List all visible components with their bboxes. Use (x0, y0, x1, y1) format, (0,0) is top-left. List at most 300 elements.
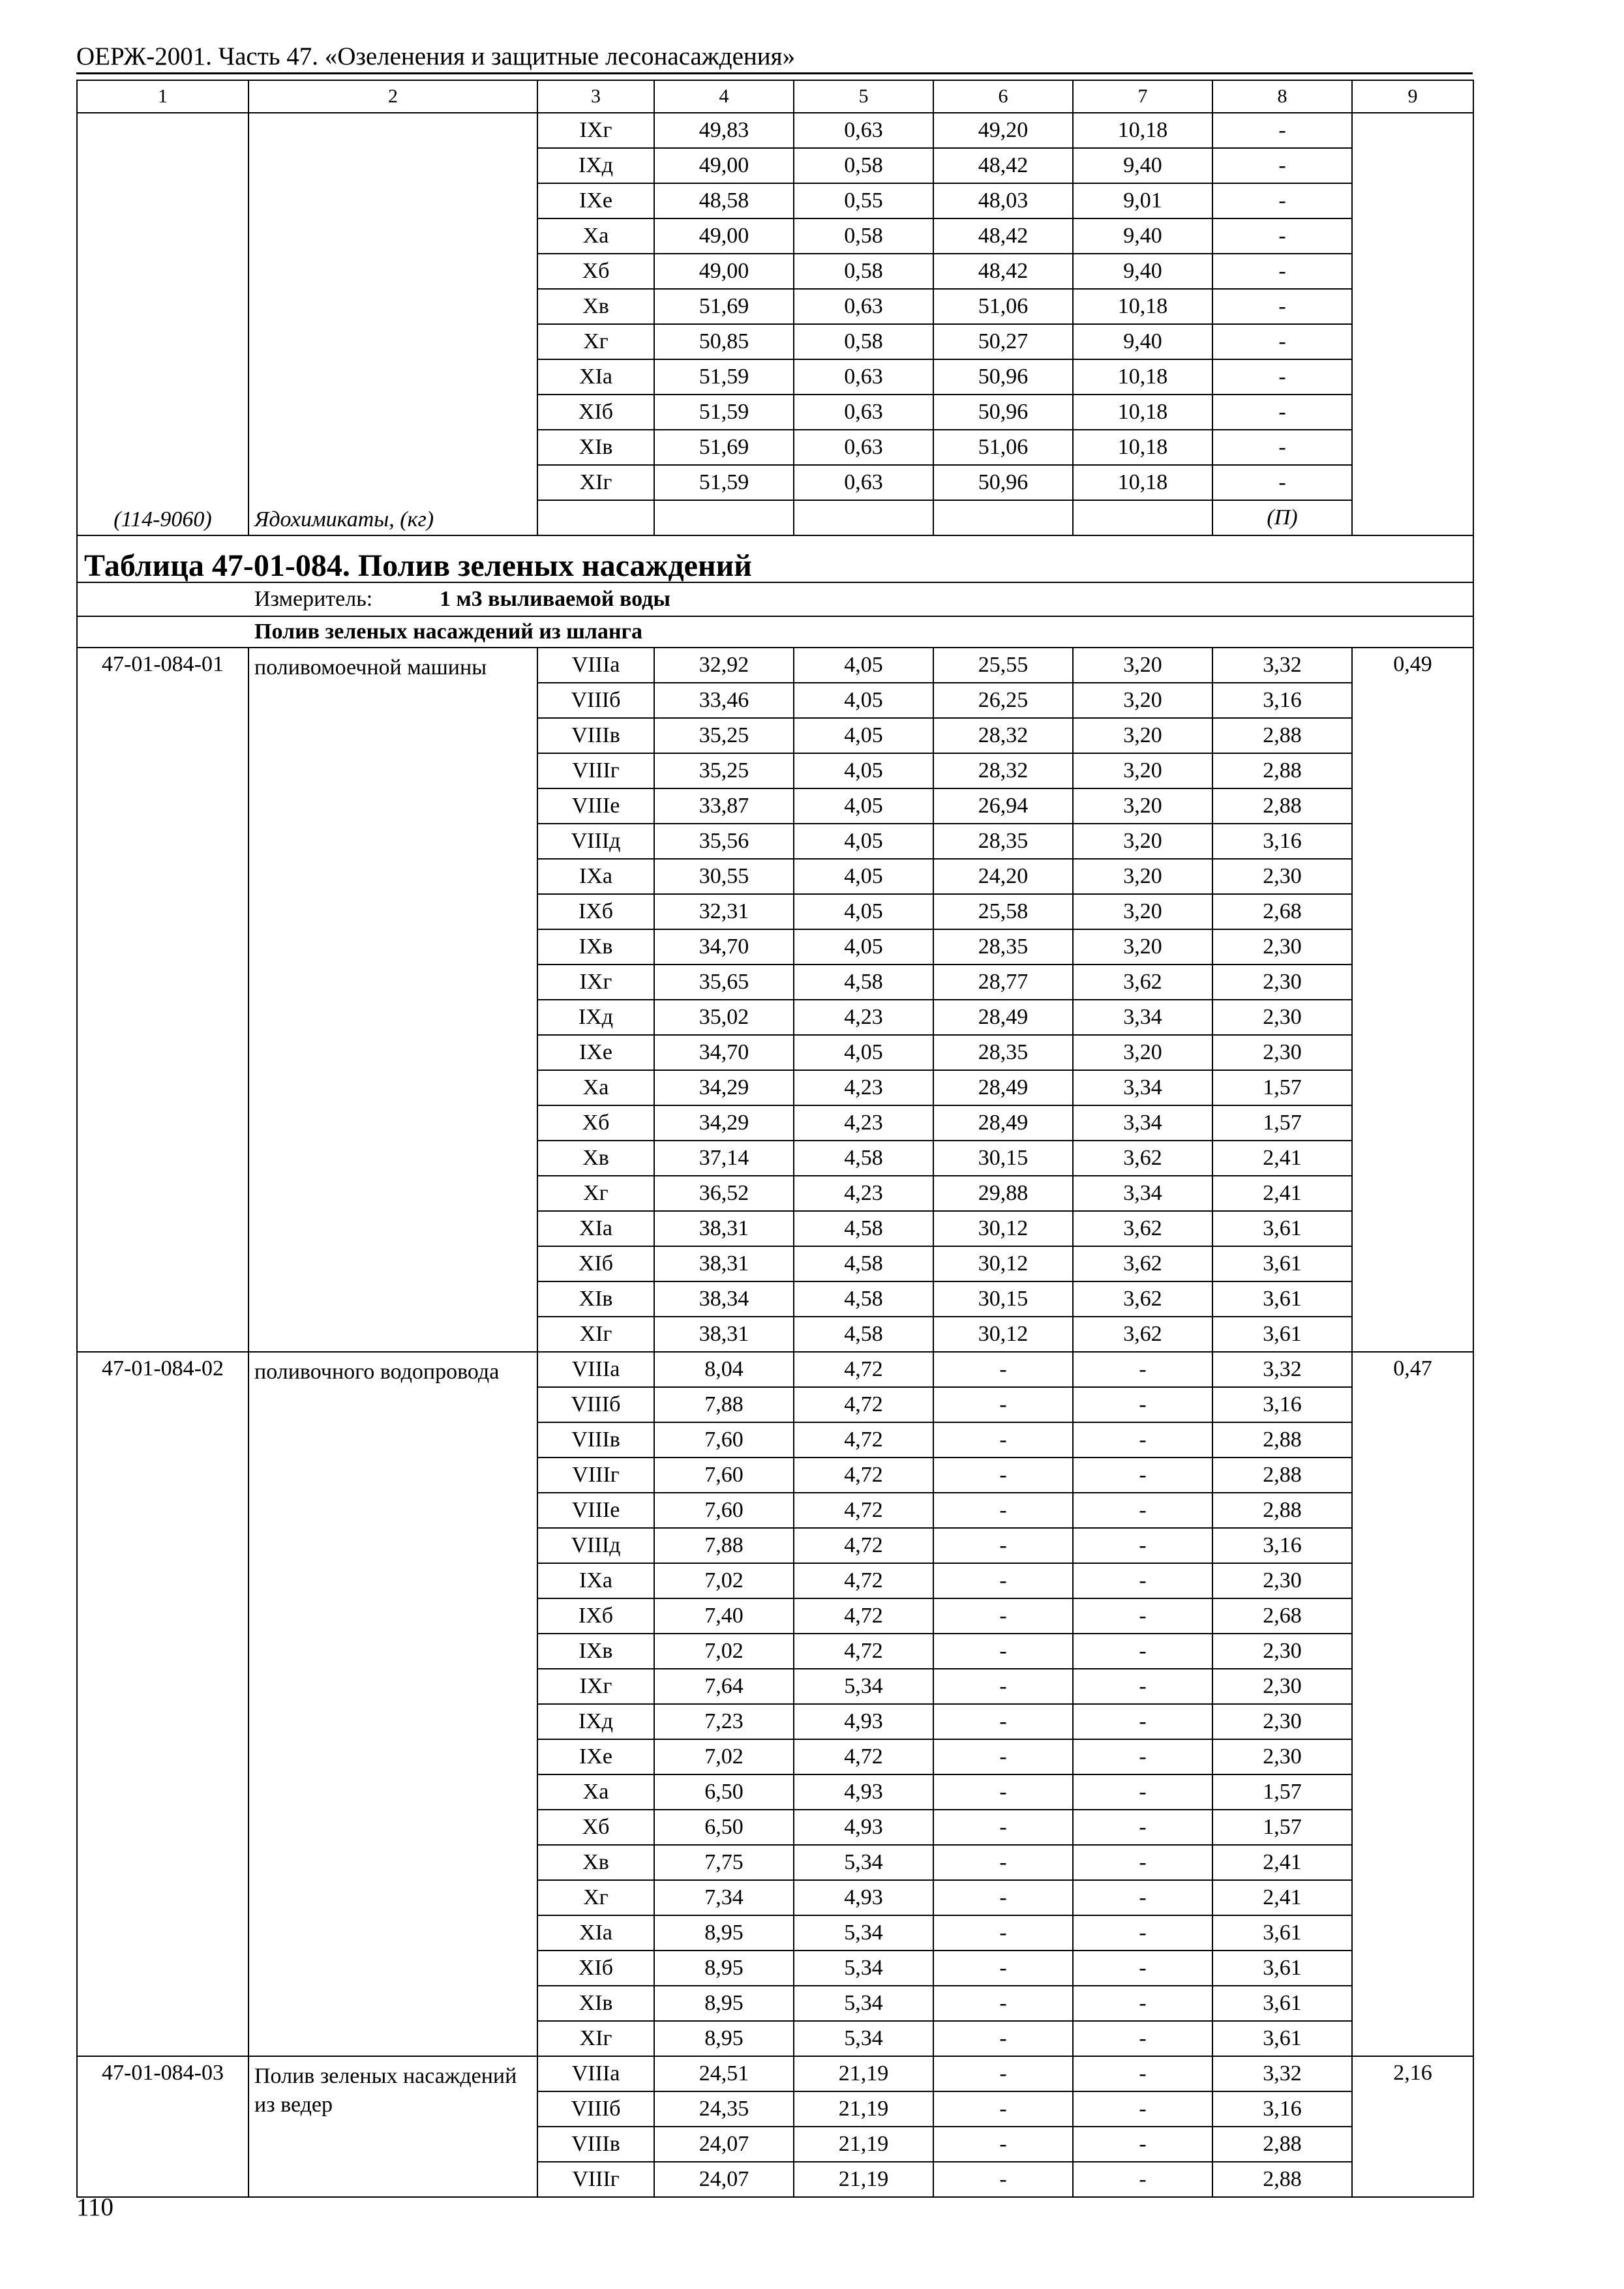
value-col4: 48,58 (654, 183, 794, 218)
zone-cell: VIIIг (537, 753, 654, 788)
value-col7: 10,18 (1073, 113, 1212, 148)
value-col6: 25,55 (933, 648, 1073, 683)
value-col4: 8,95 (654, 2021, 794, 2056)
value-col6: - (933, 1704, 1073, 1739)
value-col4: 50,85 (654, 324, 794, 359)
meter-cell (77, 582, 1473, 616)
value-col8: 2,30 (1212, 1000, 1352, 1035)
value-col7: 9,40 (1073, 324, 1212, 359)
col9-cell-text: 2,16 (1393, 2061, 1432, 2085)
value-col5: 4,72 (794, 1422, 933, 1458)
value-col6: - (933, 1739, 1073, 1774)
value-col7: 9,01 (1073, 183, 1212, 218)
value-col7: 3,34 (1073, 1105, 1212, 1141)
value-col5: 0,58 (794, 324, 933, 359)
value-col4: 7,40 (654, 1598, 794, 1634)
subsection-row (77, 616, 1473, 648)
value-col6: - (933, 1563, 1073, 1598)
value-col6: - (933, 1352, 1073, 1387)
zone-cell: IXв (537, 1634, 654, 1669)
value-col7: - (1073, 1634, 1212, 1669)
value-col5: 5,34 (794, 1915, 933, 1951)
zone-cell: VIIIг (537, 1458, 654, 1493)
empty-cell (537, 500, 654, 535)
col9-cell-text: 0,49 (1393, 652, 1432, 676)
value-col8: 3,61 (1212, 1281, 1352, 1317)
value-col7: 3,20 (1073, 788, 1212, 824)
value-col4: 7,60 (654, 1458, 794, 1493)
value-col4: 7,34 (654, 1880, 794, 1915)
value-col8: 2,30 (1212, 1669, 1352, 1704)
value-col4: 49,00 (654, 254, 794, 289)
value-col7: 3,62 (1073, 1317, 1212, 1352)
zone-cell: IXг (537, 965, 654, 1000)
zone-cell: XIб (537, 395, 654, 430)
value-col7: 3,20 (1073, 753, 1212, 788)
value-col6: 50,96 (933, 395, 1073, 430)
zone-cell: Xа (537, 1774, 654, 1810)
zone-cell: VIIIв (537, 1422, 654, 1458)
section-name-cell (248, 113, 537, 535)
value-col4: 34,70 (654, 1035, 794, 1070)
value-col7: 3,62 (1073, 1246, 1212, 1281)
zone-cell: Xа (537, 218, 654, 254)
value-col7: 10,18 (1073, 395, 1212, 430)
value-col5: 5,34 (794, 1669, 933, 1704)
value-col6: 30,15 (933, 1281, 1073, 1317)
value-col5: 0,63 (794, 465, 933, 500)
value-col5: 4,05 (794, 683, 933, 718)
value-col4: 38,34 (654, 1281, 794, 1317)
value-col6: - (933, 1598, 1073, 1634)
value-col5: 4,72 (794, 1493, 933, 1528)
value-col8: 3,61 (1212, 1211, 1352, 1246)
value-col6: 28,35 (933, 824, 1073, 859)
norm-name-cell-text: поливочного водопровода (254, 1360, 500, 1384)
value-col6: 29,88 (933, 1176, 1073, 1211)
value-col8: 3,32 (1212, 1352, 1352, 1387)
value-col5: 4,58 (794, 1317, 933, 1352)
value-col6: 30,12 (933, 1246, 1073, 1281)
value-col5: 4,72 (794, 1528, 933, 1563)
value-col7: 3,62 (1073, 1211, 1212, 1246)
value-col7: - (1073, 2162, 1212, 2197)
value-col8: 3,61 (1212, 1986, 1352, 2021)
zone-cell: VIIIб (537, 2091, 654, 2127)
value-col7: - (1073, 1739, 1212, 1774)
empty-cell (794, 500, 933, 535)
empty-cell (654, 500, 794, 535)
value-col6: 28,49 (933, 1105, 1073, 1141)
zone-cell: VIIIб (537, 683, 654, 718)
value-col5: 4,58 (794, 1141, 933, 1176)
value-col6: 28,32 (933, 718, 1073, 753)
value-col8: 2,41 (1212, 1845, 1352, 1880)
zone-cell: XIв (537, 1281, 654, 1317)
value-col4: 7,60 (654, 1493, 794, 1528)
value-col5: 0,58 (794, 254, 933, 289)
value-col4: 6,50 (654, 1774, 794, 1810)
norm-code-cell-text: 47-01-084-03 (102, 2061, 224, 2085)
value-col8: 2,88 (1212, 718, 1352, 753)
value-col7: 3,20 (1073, 824, 1212, 859)
value-col7: 10,18 (1073, 430, 1212, 465)
value-col7: - (1073, 2056, 1212, 2091)
value-col8: 2,88 (1212, 2127, 1352, 2162)
norm-name-cell (248, 648, 537, 1352)
value-col6: 30,15 (933, 1141, 1073, 1176)
page-number: 110 (76, 2193, 114, 2221)
zone-cell: VIIIб (537, 1387, 654, 1422)
value-col8: - (1212, 465, 1352, 500)
value-col4: 49,83 (654, 113, 794, 148)
value-col6: 28,49 (933, 1000, 1073, 1035)
value-col7: 3,20 (1073, 718, 1212, 753)
table-row (77, 2056, 1473, 2091)
value-col7: - (1073, 1563, 1212, 1598)
value-col4: 24,07 (654, 2162, 794, 2197)
zone-cell: Xв (537, 1845, 654, 1880)
value-col5: 4,23 (794, 1000, 933, 1035)
zone-cell: VIIIа (537, 1352, 654, 1387)
zone-cell: Xа (537, 1070, 654, 1105)
value-col8: 3,16 (1212, 824, 1352, 859)
zone-cell: IXе (537, 183, 654, 218)
value-col6: - (933, 1458, 1073, 1493)
value-col4: 51,59 (654, 359, 794, 395)
value-col8: - (1212, 254, 1352, 289)
norm-code-cell-text: 47-01-084-02 (102, 1356, 224, 1381)
empty-cell (1073, 500, 1212, 535)
value-col6: - (933, 1493, 1073, 1528)
value-col8: 2,30 (1212, 1563, 1352, 1598)
zone-cell: XIг (537, 465, 654, 500)
value-col6: - (933, 2162, 1073, 2197)
value-col7: 10,18 (1073, 359, 1212, 395)
value-col6: 48,42 (933, 148, 1073, 183)
table-row (77, 648, 1473, 683)
value-col5: 4,93 (794, 1704, 933, 1739)
zone-cell: XIб (537, 1951, 654, 1986)
zone-cell: XIа (537, 359, 654, 395)
value-col5: 4,93 (794, 1810, 933, 1845)
value-col6: 49,20 (933, 113, 1073, 148)
value-col5: 4,05 (794, 929, 933, 965)
value-col7: - (1073, 1845, 1212, 1880)
col9-cell (1352, 2056, 1473, 2197)
value-col4: 38,31 (654, 1317, 794, 1352)
value-col8: 3,61 (1212, 1915, 1352, 1951)
zone-cell: IXа (537, 859, 654, 894)
value-col5: 4,23 (794, 1105, 933, 1141)
table-title-cell (77, 535, 1473, 582)
value-col7: - (1073, 2021, 1212, 2056)
value-col6: 48,42 (933, 254, 1073, 289)
col9-cell (1352, 113, 1473, 535)
value-col6: - (933, 1387, 1073, 1422)
value-col4: 7,60 (654, 1422, 794, 1458)
value-col4: 51,59 (654, 395, 794, 430)
value-col7: - (1073, 1352, 1212, 1387)
value-col7: 3,34 (1073, 1176, 1212, 1211)
zone-cell: XIг (537, 1317, 654, 1352)
value-col4: 7,88 (654, 1528, 794, 1563)
zone-cell: XIв (537, 430, 654, 465)
value-col7: 10,18 (1073, 465, 1212, 500)
value-col6: 28,77 (933, 965, 1073, 1000)
column-number-cell: 5 (794, 80, 933, 113)
zone-cell: IXд (537, 148, 654, 183)
value-col6: 50,96 (933, 359, 1073, 395)
column-number-cell: 2 (248, 80, 537, 113)
zone-cell: VIIIд (537, 1528, 654, 1563)
table-row (77, 113, 1473, 148)
value-col6: - (933, 2127, 1073, 2162)
value-col4: 7,75 (654, 1845, 794, 1880)
value-col6: 28,35 (933, 929, 1073, 965)
value-col6: - (933, 1634, 1073, 1669)
value-col8: - (1212, 289, 1352, 324)
zone-cell: XIа (537, 1915, 654, 1951)
value-col8: 2,88 (1212, 788, 1352, 824)
value-col4: 35,56 (654, 824, 794, 859)
value-col4: 35,25 (654, 753, 794, 788)
value-col5: 4,58 (794, 1246, 933, 1281)
value-col4: 7,02 (654, 1563, 794, 1598)
value-col8: - (1212, 218, 1352, 254)
value-col4: 35,02 (654, 1000, 794, 1035)
value-col5: 4,58 (794, 1281, 933, 1317)
value-col4: 51,69 (654, 289, 794, 324)
value-col4: 33,87 (654, 788, 794, 824)
zone-cell: IXа (537, 1563, 654, 1598)
value-col7: - (1073, 1669, 1212, 1704)
column-number-row (77, 80, 1473, 113)
value-col6: 26,94 (933, 788, 1073, 824)
value-col8: 2,88 (1212, 1493, 1352, 1528)
value-col5: 0,63 (794, 113, 933, 148)
col9-cell (1352, 648, 1473, 1352)
value-col4: 49,00 (654, 218, 794, 254)
value-col5: 0,63 (794, 430, 933, 465)
zone-cell: Xв (537, 1141, 654, 1176)
value-col7: 3,20 (1073, 894, 1212, 929)
zone-cell: IXб (537, 894, 654, 929)
value-col4: 32,92 (654, 648, 794, 683)
value-col5: 4,72 (794, 1598, 933, 1634)
column-number-cell: 3 (537, 80, 654, 113)
value-col7: 9,40 (1073, 254, 1212, 289)
value-col7: - (1073, 1880, 1212, 1915)
zone-cell: VIIIе (537, 1493, 654, 1528)
value-col7: - (1073, 1986, 1212, 2021)
value-col4: 51,59 (654, 465, 794, 500)
value-col7: - (1073, 1704, 1212, 1739)
value-col8: - (1212, 359, 1352, 395)
value-col4: 7,02 (654, 1739, 794, 1774)
value-col6: 48,03 (933, 183, 1073, 218)
value-col8: - (1212, 113, 1352, 148)
value-col8: 2,30 (1212, 1035, 1352, 1070)
meter-label: Измеритель: (254, 587, 373, 611)
value-col7: 3,62 (1073, 965, 1212, 1000)
value-col4: 36,52 (654, 1176, 794, 1211)
value-col6: 28,49 (933, 1070, 1073, 1105)
value-col4: 33,46 (654, 683, 794, 718)
value-col4: 49,00 (654, 148, 794, 183)
norm-name-cell (248, 1352, 537, 2056)
value-col4: 35,25 (654, 718, 794, 753)
value-col5: 21,19 (794, 2162, 933, 2197)
value-col8: 2,30 (1212, 859, 1352, 894)
zone-cell: XIа (537, 1211, 654, 1246)
value-col8: 3,16 (1212, 2091, 1352, 2127)
value-col8: 1,57 (1212, 1105, 1352, 1141)
value-col8: 1,57 (1212, 1774, 1352, 1810)
value-col5: 4,05 (794, 718, 933, 753)
page-header: ОЕРЖ-2001. Часть 47. «Озеленения и защитные лесонасаждения» (76, 42, 796, 70)
norm-code-cell (77, 2056, 248, 2197)
value-col7: 3,62 (1073, 1141, 1212, 1176)
subsection-title: Полив зеленых насаждений из шланга (254, 620, 642, 644)
value-col5: 4,72 (794, 1387, 933, 1422)
value-col6: - (933, 1880, 1073, 1915)
zone-cell: XIв (537, 1986, 654, 2021)
value-col8: 2,68 (1212, 1598, 1352, 1634)
value-col4: 24,51 (654, 2056, 794, 2091)
value-col4: 8,04 (654, 1352, 794, 1387)
value-col8: - (1212, 395, 1352, 430)
value-col6: 30,12 (933, 1317, 1073, 1352)
value-col5: 4,23 (794, 1176, 933, 1211)
value-col5: 0,63 (794, 395, 933, 430)
zone-cell: Xб (537, 1810, 654, 1845)
value-col5: 5,34 (794, 1845, 933, 1880)
zone-cell: IXд (537, 1704, 654, 1739)
section-name-cell-text: Ядохимикаты, (кг) (254, 507, 434, 531)
meter-row (77, 582, 1473, 616)
value-col4: 7,02 (654, 1634, 794, 1669)
value-col7: - (1073, 1387, 1212, 1422)
value-col5: 4,05 (794, 859, 933, 894)
zone-cell: Xб (537, 1105, 654, 1141)
value-col5: 4,72 (794, 1739, 933, 1774)
zone-cell: VIIIв (537, 2127, 654, 2162)
value-col7: 3,20 (1073, 1035, 1212, 1070)
value-col7: - (1073, 1951, 1212, 1986)
value-col4: 38,31 (654, 1211, 794, 1246)
value-col5: 4,72 (794, 1352, 933, 1387)
zone-cell: IXг (537, 113, 654, 148)
value-col5: 0,58 (794, 148, 933, 183)
value-col7: 3,20 (1073, 648, 1212, 683)
value-col7: - (1073, 1422, 1212, 1458)
value-col6: - (933, 1422, 1073, 1458)
value-col8: 2,41 (1212, 1880, 1352, 1915)
value-col6: - (933, 1951, 1073, 1986)
value-col7: 3,34 (1073, 1070, 1212, 1105)
zone-cell: XIг (537, 2021, 654, 2056)
value-col8: 2,88 (1212, 2162, 1352, 2197)
norm-name-cell (248, 2056, 537, 2197)
value-col6: - (933, 1774, 1073, 1810)
zone-cell: IXе (537, 1739, 654, 1774)
value-col4: 8,95 (654, 1915, 794, 1951)
zone-cell: IXв (537, 929, 654, 965)
value-col7: 3,34 (1073, 1000, 1212, 1035)
value-col7: - (1073, 1493, 1212, 1528)
empty-cell (933, 500, 1073, 535)
value-col8: - (1212, 430, 1352, 465)
norms-table (76, 80, 1474, 2198)
value-col6: 50,27 (933, 324, 1073, 359)
zone-cell: Xг (537, 1880, 654, 1915)
value-col5: 5,34 (794, 1951, 933, 1986)
value-col7: 9,40 (1073, 148, 1212, 183)
value-col7: - (1073, 1774, 1212, 1810)
table-row (77, 1352, 1473, 1387)
zone-cell: Xб (537, 254, 654, 289)
column-number-cell: 9 (1352, 80, 1473, 113)
value-col6: 51,06 (933, 289, 1073, 324)
value-col8: - (1212, 183, 1352, 218)
column-number-cell: 1 (77, 80, 248, 113)
value-col4: 35,65 (654, 965, 794, 1000)
value-col5: 4,05 (794, 894, 933, 929)
column-number-cell: 4 (654, 80, 794, 113)
value-col7: 3,20 (1073, 683, 1212, 718)
zone-cell: IXг (537, 1669, 654, 1704)
table-title: Таблица 47-01-084. Полив зеленых насаждений (84, 548, 752, 582)
value-col4: 37,14 (654, 1141, 794, 1176)
norm-code-cell-text: 47-01-084-01 (102, 652, 224, 676)
value-col5: 4,05 (794, 648, 933, 683)
table-title-row (77, 535, 1473, 582)
zone-cell: Xг (537, 324, 654, 359)
value-col4: 7,23 (654, 1704, 794, 1739)
value-col7: 10,18 (1073, 289, 1212, 324)
value-col5: 4,05 (794, 788, 933, 824)
value-col5: 5,34 (794, 1986, 933, 2021)
value-col4: 34,29 (654, 1070, 794, 1105)
section-unit-cell: (П) (1212, 500, 1352, 535)
value-col8: 3,61 (1212, 2021, 1352, 2056)
value-col7: 3,20 (1073, 929, 1212, 965)
value-col5: 4,72 (794, 1634, 933, 1669)
value-col7: - (1073, 1598, 1212, 1634)
col9-cell (1352, 1352, 1473, 2056)
value-col7: 3,62 (1073, 1281, 1212, 1317)
value-col4: 8,95 (654, 1986, 794, 2021)
value-col8: 2,88 (1212, 753, 1352, 788)
subsection-cell (77, 616, 1473, 648)
value-col6: - (933, 1669, 1073, 1704)
value-col6: - (933, 1915, 1073, 1951)
value-col8: 2,41 (1212, 1176, 1352, 1211)
value-col6: - (933, 2091, 1073, 2127)
column-number-cell: 7 (1073, 80, 1212, 113)
value-col6: - (933, 1528, 1073, 1563)
zone-cell: VIIIв (537, 718, 654, 753)
value-col7: - (1073, 2091, 1212, 2127)
value-col4: 6,50 (654, 1810, 794, 1845)
value-col5: 4,05 (794, 753, 933, 788)
column-number-cell: 6 (933, 80, 1073, 113)
value-col7: - (1073, 1915, 1212, 1951)
value-col8: 3,61 (1212, 1246, 1352, 1281)
value-col4: 7,88 (654, 1387, 794, 1422)
value-col4: 34,29 (654, 1105, 794, 1141)
